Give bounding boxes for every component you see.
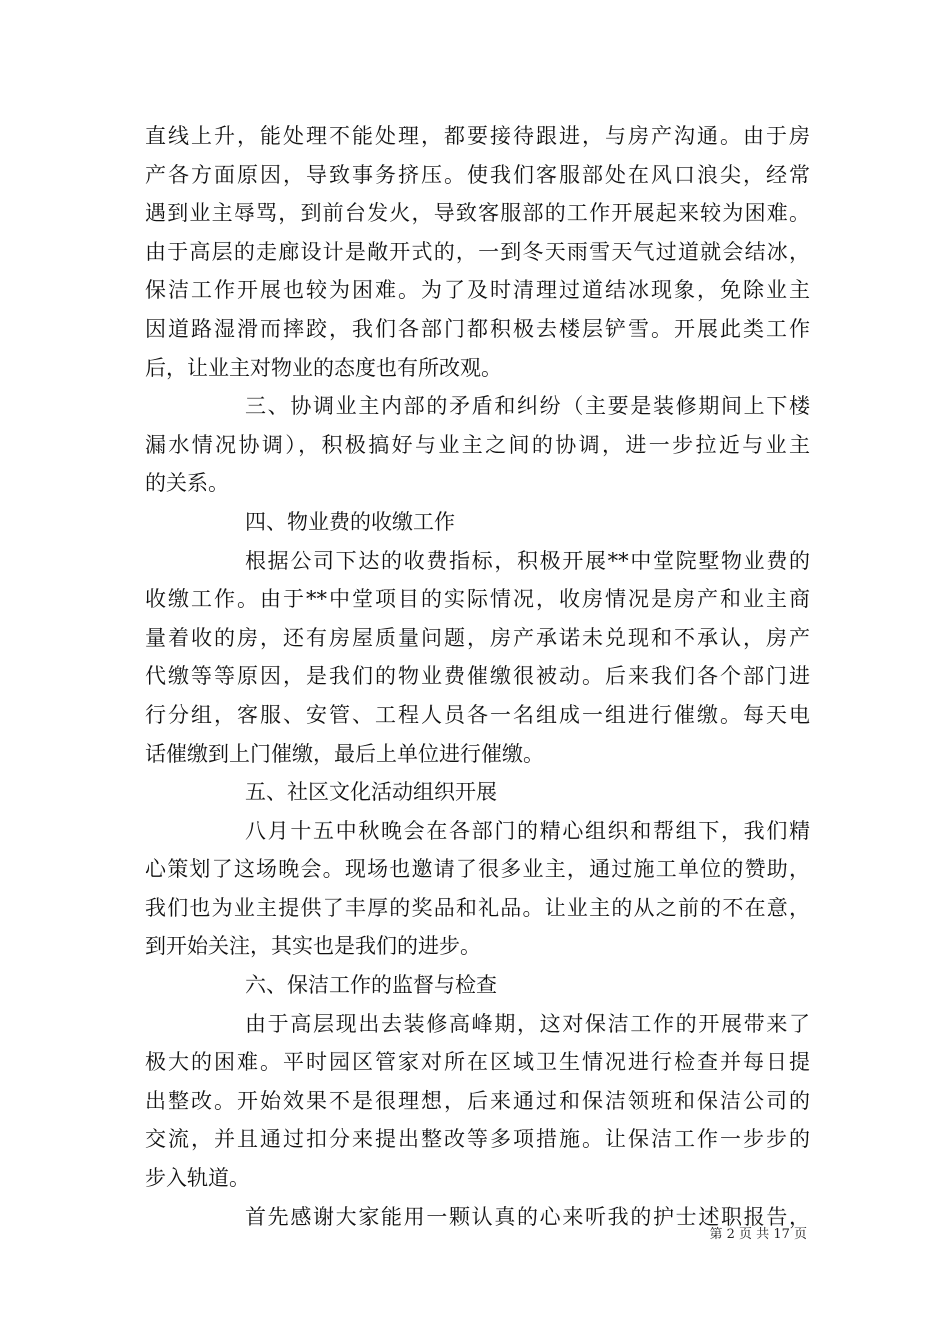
text-line: 八月十五中秋晚会在各部门的精心组织和帮组下，我们精 [245, 818, 810, 843]
text-line: 交流，并且通过扣分来提出整改等多项措施。让保洁工作一步步的 [145, 1127, 810, 1152]
text-line: 我们也为业主提供了丰厚的奖品和礼品。让业主的从之前的不在意， [145, 895, 810, 920]
text-line: 漏水情况协调），积极搞好与业主之间的协调，进一步拉近与业主 [145, 432, 810, 457]
text-line: 后，让业主对物业的态度也有所改观。 [145, 355, 502, 380]
text-line: 四、物业费的收缴工作 [245, 509, 455, 534]
text-line: 因道路湿滑而摔跤，我们各部门都积极去楼层铲雪。开展此类工作 [145, 316, 810, 341]
text-line: 出整改。开始效果不是很理想，后来通过和保洁领班和保洁公司的 [145, 1088, 810, 1113]
text-line: 到开始关注，其实也是我们的进步。 [145, 934, 481, 959]
text-line: 保洁工作开展也较为困难。为了及时清理过道结冰现象，免除业主 [145, 278, 810, 303]
text-line: 代缴等等原因，是我们的物业费催缴很被动。后来我们各个部门进 [145, 664, 810, 689]
text-line: 的关系。 [145, 471, 229, 496]
text-line: 心策划了这场晚会。现场也邀请了很多业主，通过施工单位的赞助， [145, 857, 810, 882]
text-line: 首先感谢大家能用一颗认真的心来听我的护士述职报告， [245, 1204, 810, 1229]
text-line: 步入轨道。 [145, 1166, 250, 1191]
text-line: 根据公司下达的收费指标，积极开展**中堂院墅物业费的 [245, 548, 810, 573]
text-line: 极大的困难。平时园区管家对所在区域卫生情况进行检查并每日提 [145, 1050, 810, 1075]
page-footer: 第 2 页 共 17 页 [709, 1227, 807, 1242]
document-body [145, 117, 810, 1236]
text-line: 五、社区文化活动组织开展 [245, 780, 497, 805]
text-line: 六、保洁工作的监督与检查 [245, 973, 497, 998]
text-line: 量着收的房，还有房屋质量问题，房产承诺未兑现和不承认，房产 [145, 625, 810, 650]
text-line: 行分组，客服、安管、工程人员各一名组成一组进行催缴。每天电 [145, 702, 810, 727]
text-line: 三、协调业主内部的矛盾和纠纷（主要是装修期间上下楼 [245, 394, 810, 419]
text-line: 收缴工作。由于**中堂项目的实际情况，收房情况是房产和业主商 [145, 587, 810, 612]
text-line: 直线上升，能处理不能处理，都要接待跟进，与房产沟通。由于房 [145, 124, 810, 148]
text-line: 由于高层的走廊设计是敞开式的，一到冬天雨雪天气过道就会结冰， [145, 239, 810, 264]
text-line: 遇到业主辱骂，到前台发火，导致客服部的工作开展起来较为困难。 [145, 201, 810, 226]
text-line: 产各方面原因，导致事务挤压。使我们客服部处在风口浪尖，经常 [145, 162, 810, 187]
text-line: 话催缴到上门催缴，最后上单位进行催缴。 [145, 741, 544, 766]
text-line: 由于高层现出去装修高峰期，这对保洁工作的开展带来了 [245, 1011, 810, 1036]
